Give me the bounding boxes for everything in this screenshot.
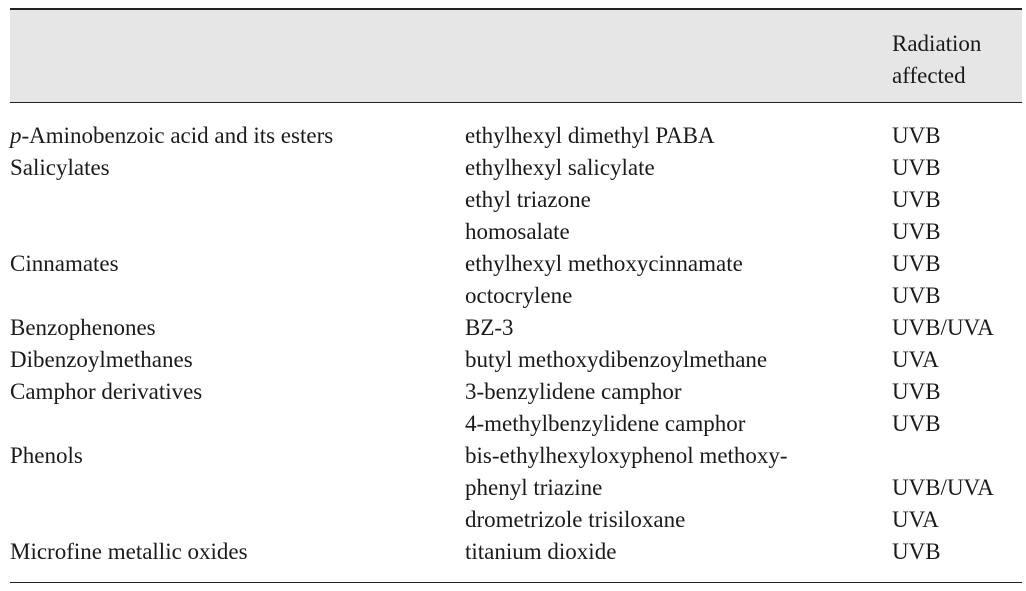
compound-cell: titanium dioxide — [465, 539, 617, 564]
group-label: -Aminobenzoic acid and its esters — [21, 123, 334, 148]
table-header — [10, 10, 1022, 102]
header-radiation-line2: affected — [892, 63, 966, 88]
radiation-cell: UVB — [892, 411, 941, 436]
compound-cell: 3-benzylidene camphor — [465, 379, 682, 404]
radiation-cell: UVA — [892, 347, 939, 372]
compound-cell: ethylhexyl methoxycinnamate — [465, 251, 743, 276]
compound-cell: ethylhexyl dimethyl PABA — [465, 123, 715, 148]
radiation-cell: UVB — [892, 155, 941, 180]
header-radiation-affected — [892, 28, 1022, 92]
compound-cell: bis-ethylhexyloxyphenol methoxy- — [465, 443, 788, 468]
compound-cell: 4-methylbenzylidene camphor — [465, 411, 746, 436]
radiation-cell: UVB — [892, 123, 941, 148]
compound-cell: butyl methoxydibenzoylmethane — [465, 347, 768, 372]
radiation-cell: UVB/UVA — [892, 475, 994, 500]
compound-cell: BZ-3 — [465, 315, 514, 340]
radiation-cell: UVB — [892, 251, 941, 276]
radiation-cell: UVB — [892, 379, 941, 404]
group-cell — [10, 120, 333, 152]
radiation-cell: UVB — [892, 219, 941, 244]
compound-cell: octocrylene — [465, 283, 573, 308]
compound-cell: drometrizole trisiloxane — [465, 507, 686, 532]
group-cell: Salicylates — [10, 155, 110, 180]
radiation-cell: UVB — [892, 539, 941, 564]
compound-cell: phenyl triazine — [465, 475, 603, 500]
compound-cell: ethylhexyl salicylate — [465, 155, 655, 180]
group-cell: Benzophenones — [10, 315, 156, 340]
table-bottom-rule — [10, 582, 1022, 583]
group-cell: Dibenzoylmethanes — [10, 347, 193, 372]
compound-cell: ethyl triazone — [465, 187, 591, 212]
group-cell: Phenols — [10, 443, 83, 468]
group-cell: Microfine metallic oxides — [10, 539, 248, 564]
header-radiation-line1: Radiation — [892, 31, 982, 56]
radiation-cell: UVA — [892, 507, 939, 532]
radiation-cell: UVB — [892, 283, 941, 308]
radiation-cell: UVB — [892, 187, 941, 212]
compound-cell: homosalate — [465, 219, 570, 244]
group-cell: Cinnamates — [10, 251, 119, 276]
group-cell: Camphor derivatives — [10, 379, 203, 404]
group-prefix-italic: p — [10, 123, 22, 148]
table-header-rule — [10, 102, 1022, 103]
radiation-cell: UVB/UVA — [892, 315, 994, 340]
